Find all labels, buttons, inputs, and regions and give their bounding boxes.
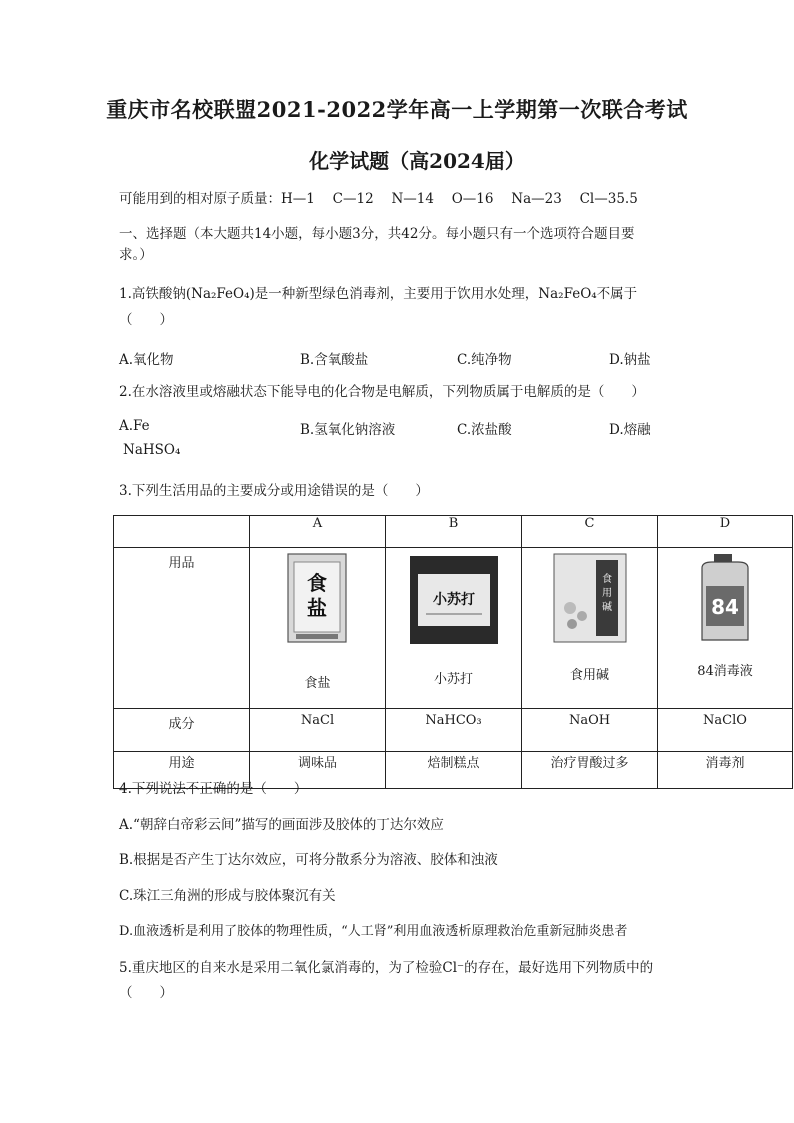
table-header-row (114, 516, 793, 548)
question-3-table (113, 515, 793, 789)
row-label-products: 用品 (114, 548, 250, 709)
question-2-stem: 2.在水溶液里或熔融状态下能导电的化合物是电解质，下列物质属于电解质的是（ ） (119, 384, 645, 400)
table-corner-cell (114, 516, 250, 548)
column-header-b: B (386, 516, 522, 548)
question-3-stem: 3.下列生活用品的主要成分或用途错误的是（ ） (119, 483, 429, 499)
section-heading-cont: 求。） (119, 247, 153, 263)
column-header-d: D (658, 516, 793, 548)
q1-option-d[interactable]: D.钠盐 (609, 352, 651, 368)
q4-option-c[interactable]: C.珠江三角洲的形成与胶体聚沉有关 (119, 888, 336, 904)
q2-option-d[interactable]: D.熔融 (609, 422, 651, 438)
product-cell-d (658, 548, 793, 709)
q1-option-c[interactable]: C.纯净物 (457, 352, 512, 368)
q2-option-d-cont: NaHSO₄ (123, 442, 181, 458)
column-header-c: C (522, 516, 658, 548)
table-row-products (114, 548, 793, 709)
component-d: NaClO (658, 709, 793, 752)
q2-option-c[interactable]: C.浓盐酸 (457, 422, 512, 438)
product-name-a: 食盐 (304, 676, 331, 691)
alkali-text-1: 食 (601, 574, 612, 585)
exam-subtitle: 化学试题（高2024届） (309, 149, 525, 173)
atomic-mass-line: 可能用到的相对原子质量：H—1 C—12 N—14 O—16 Na—23 Cl—35.5 (119, 191, 638, 207)
row-label-uses: 用途 (114, 752, 250, 789)
edible-alkali-package-image (550, 552, 630, 644)
use-c: 治疗胃酸过多 (522, 752, 658, 789)
use-b: 焙制糕点 (386, 752, 522, 789)
q2-option-b[interactable]: B.氢氧化钠溶液 (300, 422, 396, 438)
q4-option-d[interactable]: D.血液透析是利用了胶体的物理性质，“人工肾”利用血液透析原理救治危重新冠肺炎患者 (119, 924, 628, 939)
question-5-stem: 5.重庆地区的自来水是采用二氧化氯消毒的，为了检验Cl⁻的存在，最好选用下列物质中的 (119, 960, 654, 976)
question-4-stem: 4.下列说法不正确的是（ ） (119, 781, 308, 797)
alkali-text-2: 用 (601, 588, 612, 599)
component-a: NaCl (250, 709, 386, 752)
baking-soda-package-image (408, 552, 500, 644)
question-1-stem: 1.高铁酸钠(Na₂FeO₄)是一种新型绿色消毒剂，主要用于饮用水处理，Na₂FeO₄不属于 (119, 286, 638, 302)
component-b: NaHCO₃ (386, 709, 522, 752)
salt-package-image (280, 552, 355, 644)
use-a: 调味品 (250, 752, 386, 789)
use-d: 消毒剂 (658, 752, 793, 789)
row-label-components: 成分 (114, 709, 250, 752)
q4-option-b[interactable]: B.根据是否产生丁达尔效应，可将分散系分为溶液、胶体和浊液 (119, 852, 498, 868)
q4-option-a[interactable]: A.“朝辞白帝彩云间”描写的画面涉及胶体的丁达尔效应 (119, 817, 444, 833)
salt-package-text-2: 盐 (307, 596, 327, 620)
q1-option-b[interactable]: B.含氧酸盐 (300, 352, 369, 368)
product-cell-a (250, 548, 386, 709)
product-name-c: 食用碱 (569, 668, 609, 683)
column-header-a: A (250, 516, 386, 548)
question-1-blank: （ ） (119, 312, 173, 328)
exam-title: 重庆市名校联盟2021-2022学年高一上学期第一次联合考试 (106, 97, 688, 122)
salt-package-text-1: 食 (307, 571, 327, 595)
product-cell-c (522, 548, 658, 709)
alkali-text-3: 碱 (601, 602, 612, 613)
baking-soda-package-text: 小苏打 (432, 592, 475, 608)
bleach-bottle-image (690, 552, 760, 644)
section-heading: 一、选择题（本大题共14小题，每小题3分，共42分。每小题只有一个选项符合题目要 (119, 226, 635, 242)
bleach-bottle-text: 84 (711, 595, 739, 619)
q2-option-a[interactable]: A.Fe (119, 418, 150, 434)
table-row-components (114, 709, 793, 752)
component-c: NaOH (522, 709, 658, 752)
product-cell-b (386, 548, 522, 709)
product-name-d: 84消毒液 (697, 664, 753, 679)
question-5-blank: （ ） (119, 985, 173, 1001)
q1-option-a[interactable]: A.氧化物 (119, 352, 174, 368)
product-name-b: 小苏打 (433, 672, 473, 687)
